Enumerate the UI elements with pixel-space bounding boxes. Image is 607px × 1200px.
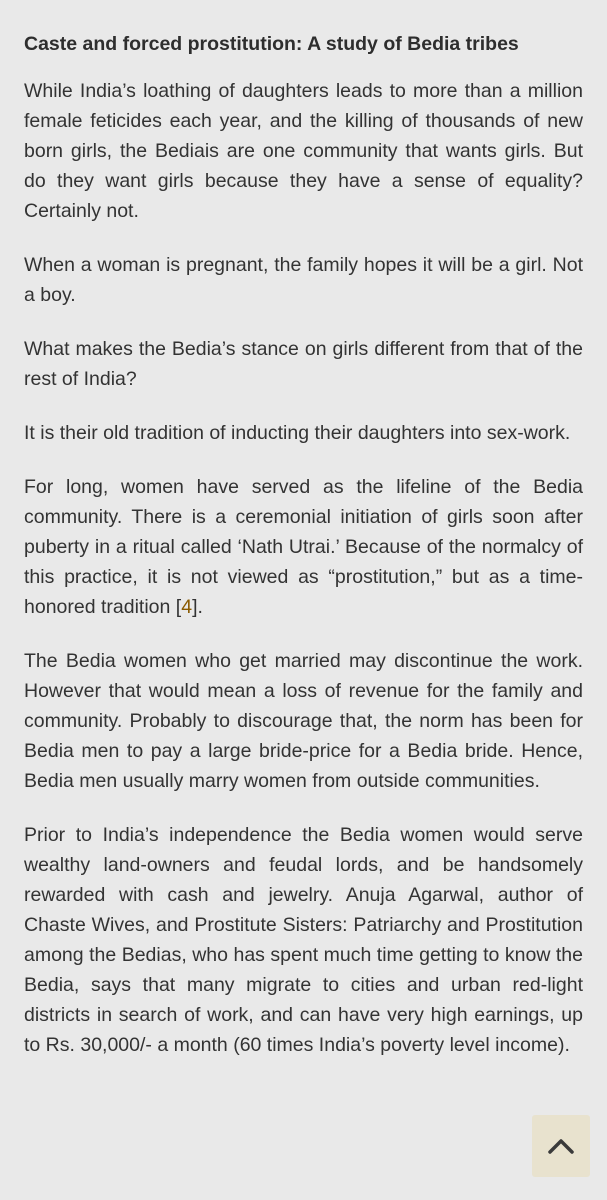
back-to-top-button[interactable] bbox=[532, 1115, 590, 1177]
paragraph-marriage: The Bedia women who get married may discontinue the work. However that would mean a loss of revenue for the family and community. Probably to discourage that, the norm has been for Bedia men to pay a large bride-price for a Bedia bride. Hence, Bedia men usually marry women from outside communities. bbox=[24, 650, 583, 792]
paragraph-independence: Prior to India’s independence the Bedia women would serve wealthy land-owners and feudal lords, and be handsomely rewarded with cash and jewelry. Anuja Agarwal, author of Chaste Wives, and Prostitute Sisters: Patriarchy and Prostitution among the Bedias, who has spent much time getting to know the Bedia, says that many migrate to cities and urban red-light districts in search of work, and can have very high earnings, up to Rs. 30,000/- a month (60 times India’s poverty level income). bbox=[24, 824, 583, 1056]
reference-link-4[interactable]: 4 bbox=[181, 596, 193, 618]
paragraph-question: What makes the Bedia’s stance on girls different from that of the rest of India? bbox=[24, 338, 583, 390]
paragraph-pregnancy: When a woman is pregnant, the family hopes it will be a girl. Not a boy. bbox=[24, 254, 583, 306]
article-body bbox=[24, 30, 583, 1084]
paragraph-feticide: While India’s loathing of daughters leads to more than a million female feticides each year, and the killing of thousands of new born girls, the Bediais are one community that wants girls. But do they want girls because they have a sense of equality? Certainly not. bbox=[24, 80, 583, 222]
article-heading: Caste and forced prostitution: A study of Bedia tribes bbox=[24, 33, 519, 55]
paragraph-nath-utrai-text: For long, women have served as the lifeline of the Bedia community. There is a ceremonial initiation of girls soon after puberty in a ritual called ‘Nath Utrai.’ Because of the normalcy of this practice, it is not viewed as “prostitution,” but as a time-honored tradition [ bbox=[24, 476, 583, 618]
chevron-up-icon bbox=[547, 1137, 575, 1155]
paragraph-nath-utrai bbox=[24, 472, 583, 622]
paragraph-tradition: It is their old tradition of inducting their daughters into sex-work. bbox=[24, 422, 571, 444]
paragraph-nath-utrai-end: ]. bbox=[192, 596, 203, 618]
